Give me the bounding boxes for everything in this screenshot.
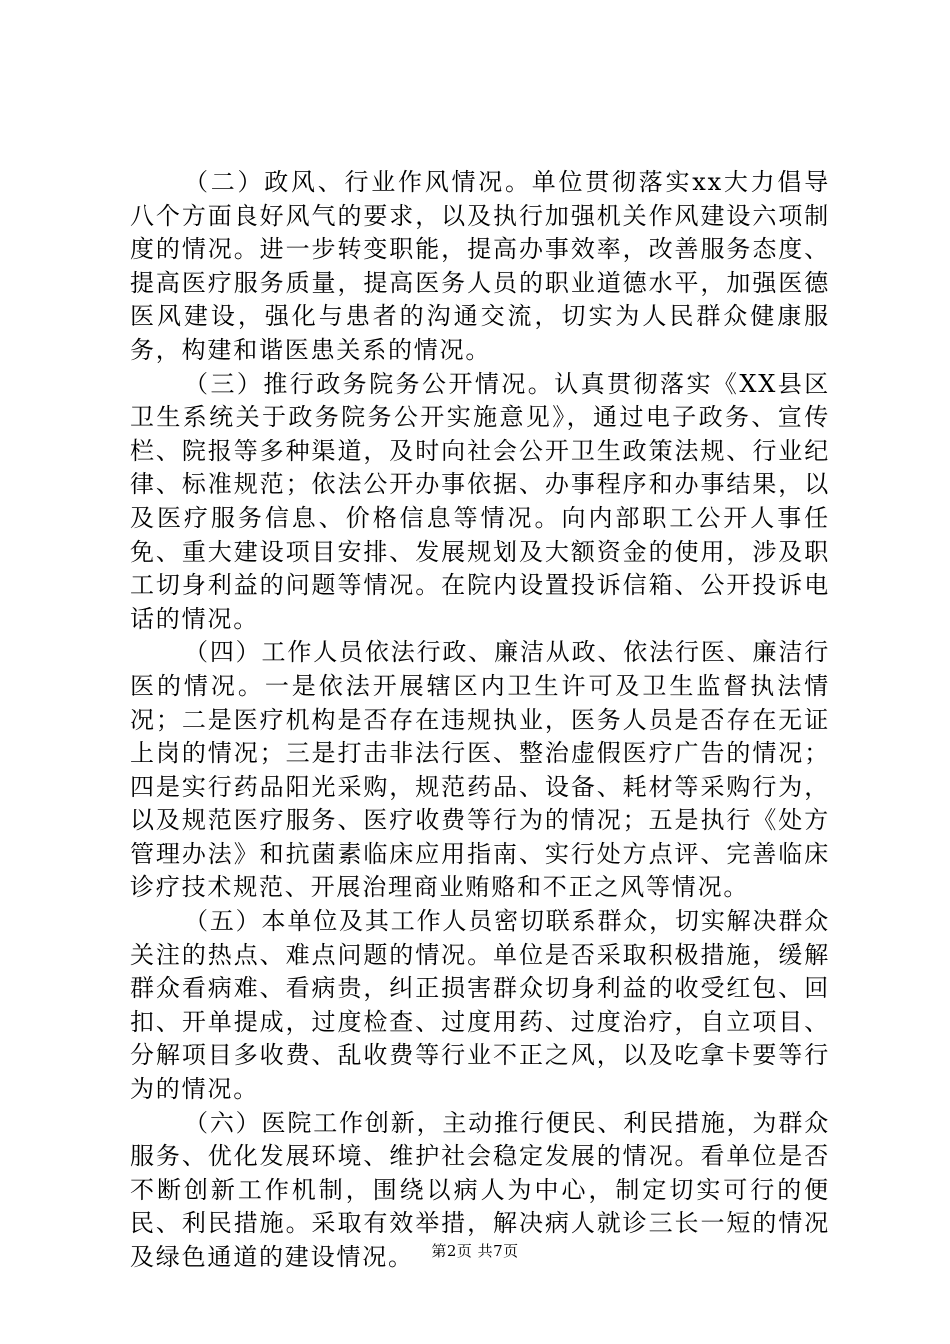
paragraph-section-6: （六）医院工作创新，主动推行便民、利民措施，为群众服务、优化发展环境、维护社会稳定发展的情况。看单位是否不断创新工作机制，围绕以病人为中心，制定切实可行的便民、利民措施。采取有效举措，解决病人就诊三长一短的情况及绿色通道的建设情况。 <box>130 1108 830 1271</box>
paragraph-section-4: （四）工作人员依法行政、廉洁从政、依法行医、廉洁行医的情况。一是依法开展辖区内卫生许可及卫生监督执法情况；二是医疗机构是否存在违规执业，医务人员是否存在无证上岗的情况；三是打击非法行医、整治虚假医疗广告的情况；四是实行药品阳光采购，规范药品、设备、耗材等采购行为，以及规范医疗服务、医疗收费等行为的情况；五是执行《处方管理办法》和抗菌素临床应用指南、实行处方点评、完善临床诊疗技术规范、开展治理商业贿赂和不正之风等情况。 <box>130 638 830 902</box>
paragraph-section-3: （三）推行政务院务公开情况。认真贯彻落实《XX县区卫生系统关于政务院务公开实施意见》，通过电子政务、宣传栏、院报等多种渠道，及时向社会公开卫生政策法规、行业纪律、标准规范；依法公开办事依据、办事程序和办事结果，以及医疗服务信息、价格信息等情况。向内部职工公开人事任免、重大建设项目安排、发展规划及大额资金的使用，涉及职工切身利益的问题等情况。在院内设置投诉信箱、公开投诉电话的情况。 <box>130 369 830 633</box>
paragraph-section-5: （五）本单位及其工作人员密切联系群众，切实解决群众关注的热点、难点问题的情况。单位是否采取积极措施，缓解群众看病难、看病贵，纠正损害群众切身利益的收受红包、回扣、开单提成，过度检查、过度用药、过度治疗，自立项目、分解项目多收费、乱收费等行业不正之风，以及吃拿卡要等行为的情况。 <box>130 907 830 1104</box>
page-number-footer: 第2页 共7页 <box>431 1242 519 1260</box>
document-body <box>130 166 830 1275</box>
paragraph-section-2: （二）政风、行业作风情况。单位贯彻落实xx大力倡导八个方面良好风气的要求，以及执行加强机关作风建设六项制度的情况。进一步转变职能，提高办事效率，改善服务态度、提高医疗服务质量，提高医务人员的职业道德水平，加强医德医风建设，强化与患者的沟通交流，切实为人民群众健康服务，构建和谐医患关系的情况。 <box>130 168 830 364</box>
